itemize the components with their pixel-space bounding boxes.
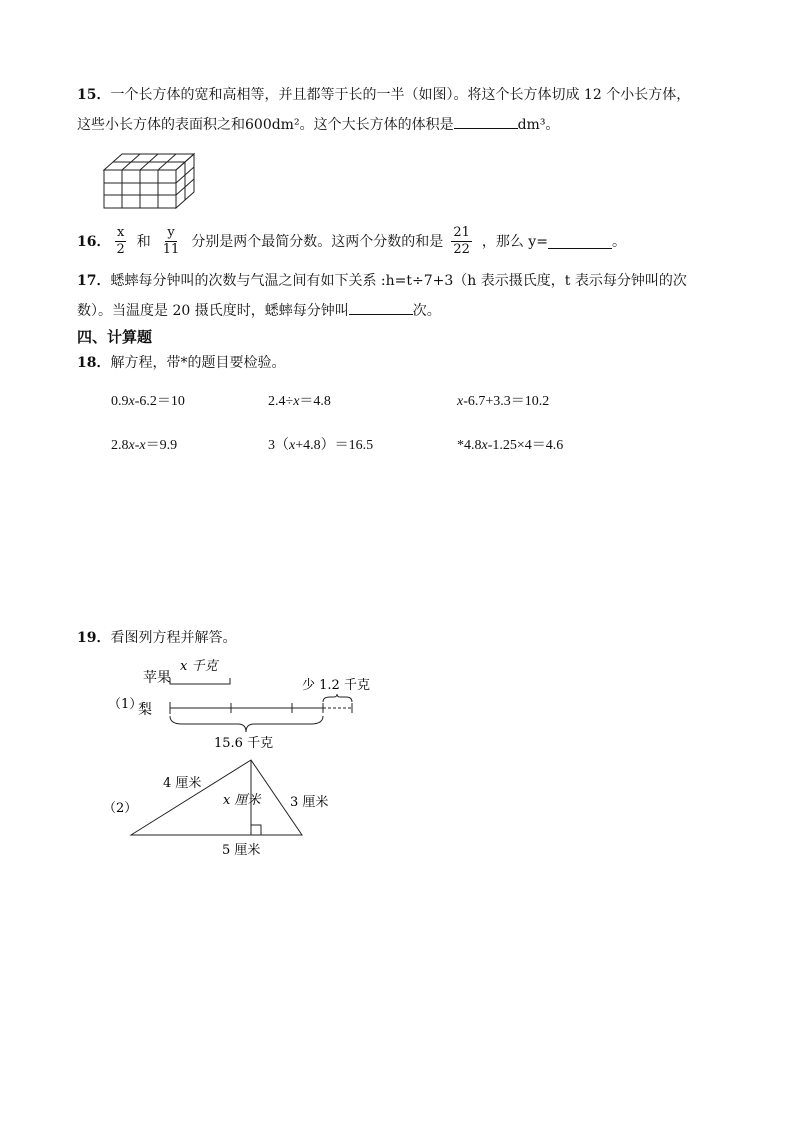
q17-text-line2a: 数）。当温度是 20 摄氏度时，蟋蟀每分钟叫 (77, 303, 349, 319)
q17-number: 17． (77, 273, 111, 289)
segment-diagram (90, 652, 390, 754)
triangle-shape (131, 760, 302, 835)
q16-and: 和 (136, 234, 151, 250)
q15-text-line2a: 这些小长方体的表面积之和600dm²。这个大长方体的体积是 (77, 117, 454, 133)
q19-heading (77, 627, 236, 647)
equation-1: 0.9x-6.2＝10 (111, 394, 185, 409)
q17-line1 (77, 270, 687, 290)
equation-4: 2.8x-x＝9.9 (111, 438, 178, 453)
q17-text-line2b: 次。 (412, 303, 441, 319)
fraction-x-over-2: $\frac{x}{2}$ (116, 224, 125, 257)
equation-6: *4.8x-1.25×4＝4.6 (457, 438, 564, 453)
right-angle-mark (251, 825, 261, 835)
q17-answer-blank[interactable] (349, 300, 413, 315)
equation-2: 2.4÷x＝4.8 (268, 394, 331, 409)
q15-number: 15． (77, 87, 111, 103)
q15-line1 (77, 84, 690, 104)
q16-line (77, 222, 626, 260)
cuboid-figure (100, 150, 200, 212)
diagram2-index: （2） (103, 801, 138, 816)
q18-heading (77, 352, 285, 372)
equation-3: x-6.7+3.3＝10.2 (457, 394, 550, 409)
diagram1-index: （1） (108, 697, 143, 712)
apple-label: 苹果 (143, 670, 171, 686)
q18-number: 18． (77, 355, 111, 371)
section-title: 四、计算题 (77, 328, 153, 346)
q18-text: 解方程，带*的题目要检验。 (110, 355, 286, 371)
q19-number: 19． (77, 630, 111, 646)
x-kg-label: x 千克 (180, 659, 218, 674)
q16-tail-text: ，那么 y= (481, 234, 548, 250)
triangle-diagram (95, 752, 345, 862)
pear-label: 梨 (138, 702, 152, 718)
q15-text-line1: 一个长方体的宽和高相等，并且都等于长的一半（如图）。将这个长方体切成 12 个小长方体， (110, 87, 691, 103)
base-label: 5 厘米 (222, 843, 261, 858)
fraction-21-over-22: $\frac{21}{22}$ (453, 224, 470, 257)
q17-text-line1: 蟋蟀每分钟叫的次数与气温之间有如下关系 :h=t÷7+3（h 表示摄氏度，t 表示每分钟叫的次 (110, 273, 687, 289)
q16-answer-blank[interactable] (548, 234, 612, 249)
left-side-label: 4 厘米 (163, 776, 202, 791)
equation-5: 3（x+4.8）＝16.5 (268, 438, 374, 453)
q15-line2 (77, 114, 559, 134)
q16-middle-text: 分别是两个最简分数。这两个分数的和是 (191, 234, 444, 250)
q17-line2 (77, 300, 441, 320)
q19-text: 看图列方程并解答。 (110, 630, 237, 646)
q16-number: 16． (77, 234, 111, 250)
height-label: x 厘米 (223, 793, 261, 808)
q15-answer-blank[interactable] (454, 114, 518, 129)
total-label: 15.6 千克 (214, 736, 274, 751)
right-side-label: 3 厘米 (290, 795, 329, 810)
fraction-y-over-11: $\frac{y}{11}$ (162, 224, 180, 257)
q16-end: 。 (611, 234, 626, 250)
q15-text-line2b: dm³。 (517, 117, 560, 133)
less-label: 少 1.2 千克 (302, 678, 370, 693)
